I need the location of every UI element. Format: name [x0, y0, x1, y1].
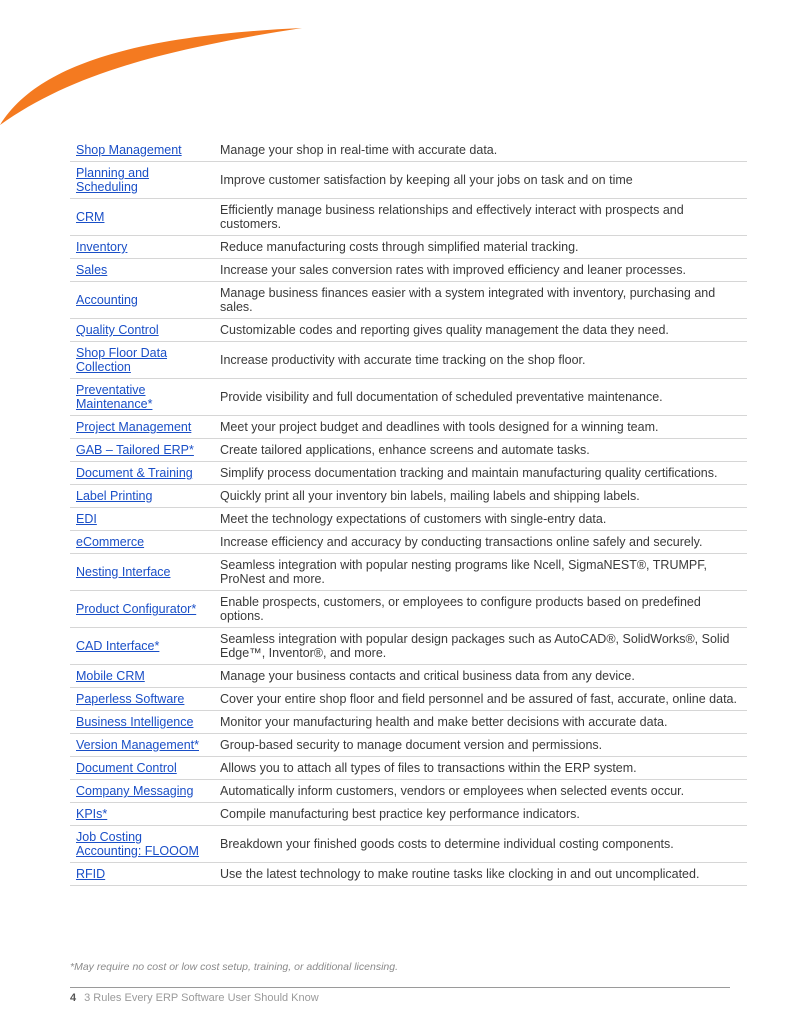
feature-link[interactable]: Paperless Software [76, 692, 185, 706]
feature-name-cell [70, 508, 208, 531]
feature-description: Meet your project budget and deadlines with tools designed for a winning team. [208, 416, 747, 439]
feature-name-cell [70, 416, 208, 439]
feature-description: Manage business finances easier with a system integrated with inventory, purchasing and sales. [208, 282, 747, 319]
feature-name-cell [70, 628, 208, 665]
feature-row [70, 688, 747, 711]
feature-row [70, 282, 747, 319]
feature-row [70, 665, 747, 688]
page-number: 4 [70, 992, 77, 1004]
feature-name-cell [70, 485, 208, 508]
feature-description: Enable prospects, customers, or employees to configure products based on predefined options. [208, 591, 747, 628]
feature-description: Increase efficiency and accuracy by conducting transactions online safely and securely. [208, 531, 747, 554]
feature-link[interactable]: Shop Floor Data Collection [76, 346, 168, 374]
feature-description: Group-based security to manage document version and permissions. [208, 734, 747, 757]
feature-description: Use the latest technology to make routine tasks like clocking in and out uncomplicated. [208, 863, 747, 886]
feature-row [70, 319, 747, 342]
feature-description: Quickly print all your inventory bin labels, mailing labels and shipping labels. [208, 485, 747, 508]
feature-description: Meet the technology expectations of customers with single-entry data. [208, 508, 747, 531]
feature-description: Monitor your manufacturing health and make better decisions with accurate data. [208, 711, 747, 734]
feature-description: Breakdown your finished goods costs to determine individual costing components. [208, 826, 747, 863]
feature-link[interactable]: Inventory [76, 240, 128, 254]
feature-name-cell [70, 199, 208, 236]
orange-swoosh-decoration [0, 0, 310, 130]
footer-divider [70, 987, 730, 988]
feature-description: Seamless integration with popular design packages such as AutoCAD®, SolidWorks®, Solid Edge™, Inventor®, and more. [208, 628, 747, 665]
feature-row [70, 439, 747, 462]
feature-name-cell [70, 282, 208, 319]
feature-link[interactable]: CAD Interface* [76, 639, 160, 653]
feature-row [70, 734, 747, 757]
feature-row [70, 780, 747, 803]
feature-description: Automatically inform customers, vendors or employees when selected events occur. [208, 780, 747, 803]
feature-description: Provide visibility and full documentation of scheduled preventative maintenance. [208, 379, 747, 416]
feature-row [70, 803, 747, 826]
feature-name-cell [70, 462, 208, 485]
feature-name-cell [70, 591, 208, 628]
feature-description: Improve customer satisfaction by keeping all your jobs on task and on time [208, 162, 747, 199]
feature-row [70, 711, 747, 734]
feature-name-cell [70, 259, 208, 282]
feature-row [70, 757, 747, 780]
feature-table [70, 138, 747, 886]
feature-row [70, 138, 747, 162]
feature-name-cell [70, 688, 208, 711]
footnote: *May require no cost or low cost setup, training, or additional licensing. [70, 961, 399, 973]
feature-row [70, 628, 747, 665]
feature-name-cell [70, 780, 208, 803]
feature-name-cell [70, 734, 208, 757]
feature-link[interactable]: Document Control [76, 761, 177, 775]
feature-name-cell [70, 342, 208, 379]
feature-description: Increase productivity with accurate time tracking on the shop floor. [208, 342, 747, 379]
feature-link[interactable]: CRM [76, 210, 105, 224]
feature-name-cell [70, 826, 208, 863]
feature-row [70, 236, 747, 259]
feature-row [70, 162, 747, 199]
feature-row [70, 199, 747, 236]
feature-link[interactable]: Preventative Maintenance* [76, 383, 153, 411]
feature-row [70, 379, 747, 416]
feature-link[interactable]: Business Intelligence [76, 715, 194, 729]
feature-row [70, 508, 747, 531]
feature-link[interactable]: Document & Training [76, 466, 193, 480]
document-title: 3 Rules Every ERP Software User Should Know [84, 992, 319, 1004]
feature-link[interactable]: Label Printing [76, 489, 153, 503]
feature-link[interactable]: Mobile CRM [76, 669, 145, 683]
feature-link[interactable]: Sales [76, 263, 108, 277]
feature-row [70, 342, 747, 379]
feature-name-cell [70, 439, 208, 462]
feature-link[interactable]: Quality Control [76, 323, 159, 337]
feature-link[interactable]: Version Management* [76, 738, 199, 752]
feature-description: Efficiently manage business relationships and effectively interact with prospects and customers. [208, 199, 747, 236]
feature-description: Simplify process documentation tracking and maintain manufacturing quality certifications. [208, 462, 747, 485]
feature-link[interactable]: Planning and Scheduling [76, 166, 149, 194]
feature-link[interactable]: EDI [76, 512, 97, 526]
feature-row [70, 863, 747, 886]
feature-link[interactable]: GAB – Tailored ERP* [76, 443, 194, 457]
feature-name-cell [70, 711, 208, 734]
feature-name-cell [70, 379, 208, 416]
feature-link[interactable]: Product Configurator* [76, 602, 197, 616]
feature-description: Cover your entire shop floor and field personnel and be assured of fast, accurate, online data. [208, 688, 747, 711]
feature-name-cell [70, 319, 208, 342]
feature-link[interactable]: Accounting [76, 293, 138, 307]
feature-row [70, 416, 747, 439]
feature-row [70, 485, 747, 508]
feature-link[interactable]: Company Messaging [76, 784, 194, 798]
feature-link[interactable]: Nesting Interface [76, 565, 171, 579]
feature-name-cell [70, 554, 208, 591]
feature-row [70, 591, 747, 628]
feature-row [70, 462, 747, 485]
feature-name-cell [70, 162, 208, 199]
feature-description: Seamless integration with popular nesting programs like Ncell, SigmaNEST®, TRUMPF, ProNest and more. [208, 554, 747, 591]
feature-description: Customizable codes and reporting gives quality management the data they need. [208, 319, 747, 342]
feature-link[interactable]: Job Costing Accounting: FLOOOM [76, 830, 199, 858]
feature-description: Manage your business contacts and critical business data from any device. [208, 665, 747, 688]
feature-name-cell [70, 138, 208, 162]
feature-row [70, 259, 747, 282]
feature-row [70, 531, 747, 554]
feature-description: Create tailored applications, enhance screens and automate tasks. [208, 439, 747, 462]
feature-name-cell [70, 236, 208, 259]
feature-link[interactable]: eCommerce [76, 535, 145, 549]
page-footer [70, 992, 319, 1004]
feature-link[interactable]: Project Management [76, 420, 192, 434]
feature-link[interactable]: RFID [76, 867, 106, 881]
feature-name-cell [70, 803, 208, 826]
feature-description: Reduce manufacturing costs through simplified material tracking. [208, 236, 747, 259]
feature-row [70, 554, 747, 591]
feature-name-cell [70, 757, 208, 780]
feature-description: Allows you to attach all types of files to transactions within the ERP system. [208, 757, 747, 780]
feature-name-cell [70, 665, 208, 688]
feature-description: Increase your sales conversion rates with improved efficiency and leaner processes. [208, 259, 747, 282]
feature-description: Manage your shop in real-time with accurate data. [208, 138, 747, 162]
feature-link[interactable]: Shop Management [76, 143, 182, 157]
feature-description: Compile manufacturing best practice key performance indicators. [208, 803, 747, 826]
feature-row [70, 826, 747, 863]
feature-name-cell [70, 531, 208, 554]
feature-link[interactable]: KPIs* [76, 807, 108, 821]
feature-name-cell [70, 863, 208, 886]
